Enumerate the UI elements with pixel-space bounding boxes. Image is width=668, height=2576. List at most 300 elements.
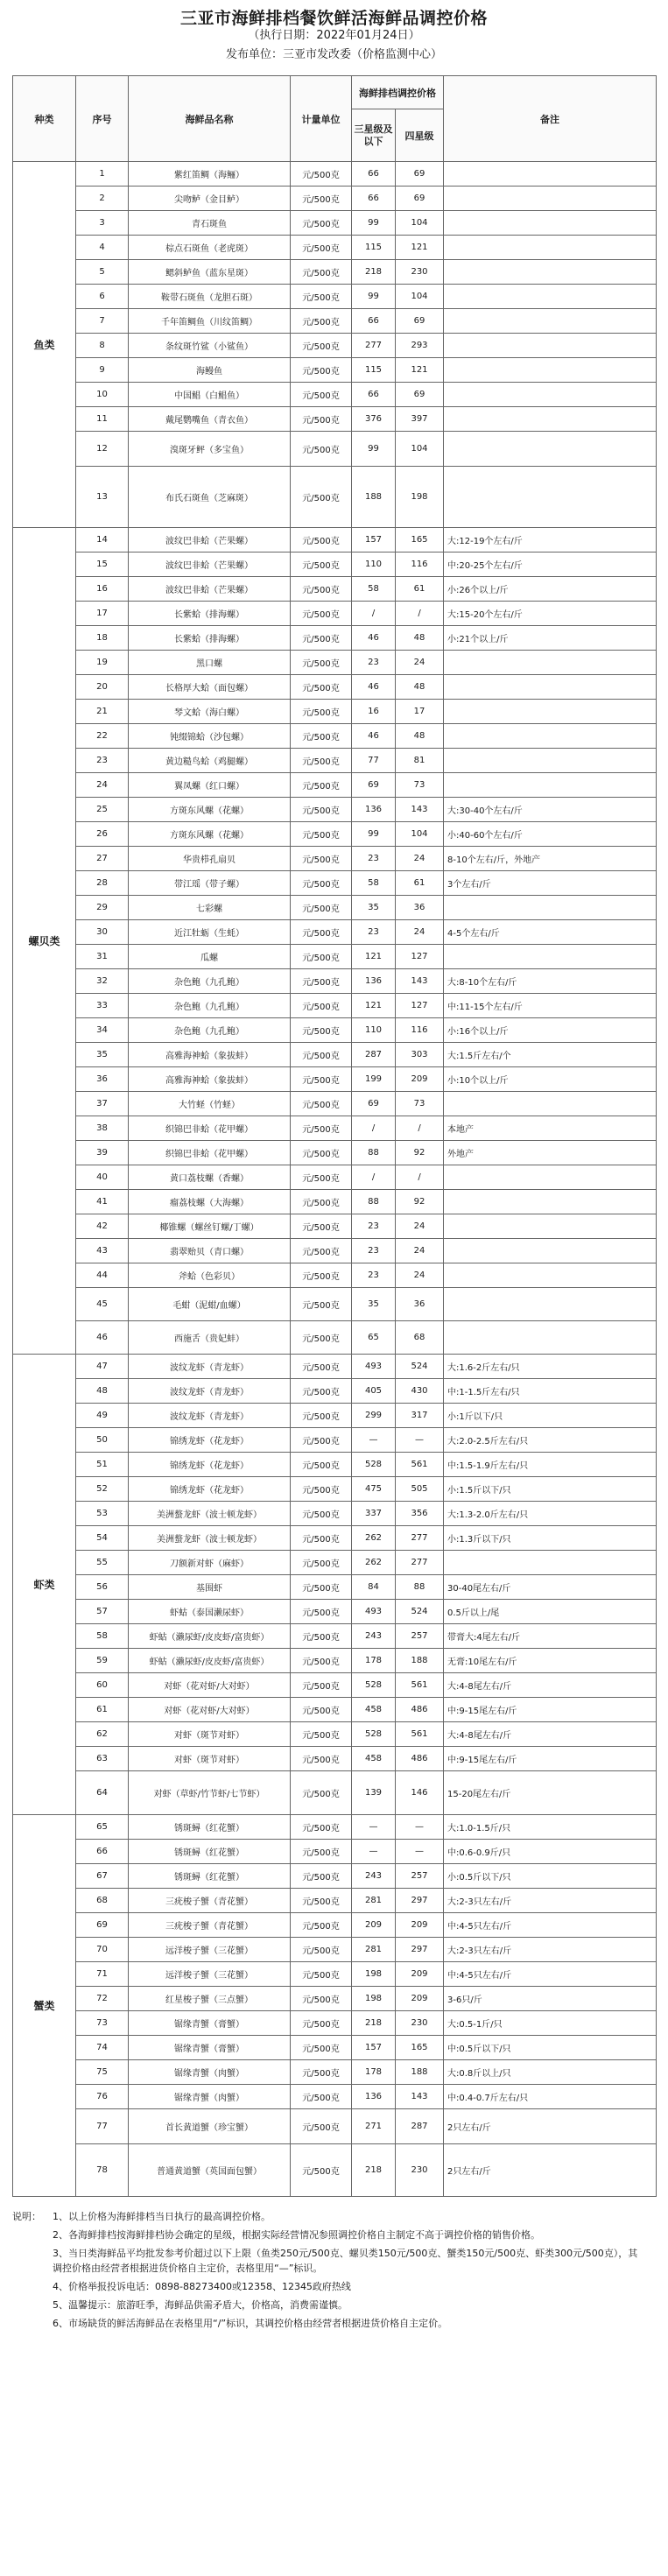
price-three-star-cell: 99 <box>352 432 396 467</box>
table-row <box>13 162 657 187</box>
unit-cell: 元/500克 <box>291 211 352 236</box>
name-cell: 锈斑蟳（红花蟹） <box>129 1840 291 1864</box>
table-row <box>13 871 657 896</box>
note-cell: 中:9-15尾左右/斤 <box>444 1698 657 1722</box>
table-row <box>13 2011 657 2036</box>
price-four-star-cell: 61 <box>396 577 444 602</box>
price-four-star-cell: — <box>396 1428 444 1453</box>
unit-cell: 元/500克 <box>291 602 352 626</box>
unit-cell: 元/500克 <box>291 358 352 383</box>
table-row <box>13 211 657 236</box>
header-name: 海鲜品名称 <box>129 76 291 162</box>
name-cell: 鞍带石斑鱼（龙胆石斑） <box>129 285 291 309</box>
price-four-star-cell: 104 <box>396 285 444 309</box>
unit-cell: 元/500克 <box>291 1502 352 1526</box>
name-cell: 刀额新对虾（麻虾） <box>129 1551 291 1575</box>
note-cell <box>444 334 657 358</box>
name-cell: 带江瑶（带子螺） <box>129 871 291 896</box>
price-four-star-cell: 24 <box>396 847 444 871</box>
price-four-star-cell: 293 <box>396 334 444 358</box>
note-item: 2、各海鲜排档按海鲜排档协会确定的星级，根据实际经营情况参照调控价格自主制定不高于调控价格的销售价格。 <box>53 2229 540 2241</box>
price-three-star-cell: / <box>352 1116 396 1141</box>
price-four-star-cell: 505 <box>396 1477 444 1502</box>
index-cell: 43 <box>76 1239 129 1263</box>
table-row <box>13 236 657 260</box>
table-row <box>13 334 657 358</box>
price-four-star-cell: 277 <box>396 1526 444 1551</box>
index-cell: 65 <box>76 1815 129 1840</box>
unit-cell: 元/500克 <box>291 822 352 847</box>
page-title: 三亚市海鲜排档餐饮鲜活海鲜品调控价格 <box>179 9 488 28</box>
header-category: 种类 <box>13 76 76 162</box>
price-three-star-cell: 69 <box>352 1092 396 1116</box>
note-cell <box>444 675 657 700</box>
header-unit: 计量单位 <box>291 76 352 162</box>
price-table <box>12 75 657 2197</box>
price-four-star-cell: 209 <box>396 1067 444 1092</box>
table-row <box>13 1263 657 1288</box>
note-cell: 大:1.5斤左右/个 <box>444 1043 657 1067</box>
price-three-star-cell: 23 <box>352 1239 396 1263</box>
price-three-star-cell: 493 <box>352 1355 396 1379</box>
note-cell: 大:1.3-2.0斤左右/只 <box>444 1502 657 1526</box>
unit-cell: 元/500克 <box>291 1239 352 1263</box>
note-cell: 大:2.0-2.5斤左右/只 <box>444 1428 657 1453</box>
note-cell <box>444 162 657 187</box>
price-three-star-cell: 157 <box>352 2036 396 2060</box>
table-row <box>13 1526 657 1551</box>
note-cell: 15-20尾左右/斤 <box>444 1771 657 1815</box>
table-row <box>13 773 657 798</box>
name-cell: 高雅海神蛤（象拔蚌） <box>129 1067 291 1092</box>
table-row <box>13 994 657 1018</box>
index-cell: 78 <box>76 2144 129 2197</box>
unit-cell: 元/500克 <box>291 1092 352 1116</box>
note-cell <box>444 700 657 724</box>
index-cell: 10 <box>76 383 129 407</box>
price-three-star-cell: 99 <box>352 285 396 309</box>
name-cell: 锈斑蟳（红花蟹） <box>129 1864 291 1889</box>
header-note: 备注 <box>444 76 657 162</box>
price-four-star-cell: 486 <box>396 1747 444 1771</box>
table-row <box>13 1116 657 1141</box>
category-cell: 螺贝类 <box>13 528 76 1355</box>
price-table-body <box>13 162 657 2197</box>
table-row <box>13 2036 657 2060</box>
name-cell: 千年笛鲷鱼（川纹笛鲷） <box>129 309 291 334</box>
note-cell: 小:10个以上/斤 <box>444 1067 657 1092</box>
price-four-star-cell: 36 <box>396 896 444 920</box>
price-three-star-cell: 281 <box>352 1938 396 1962</box>
index-cell: 28 <box>76 871 129 896</box>
name-cell: 波纹龙虾（青龙虾） <box>129 1355 291 1379</box>
price-four-star-cell: 24 <box>396 1239 444 1263</box>
unit-cell: 元/500克 <box>291 2060 352 2085</box>
index-cell: 4 <box>76 236 129 260</box>
unit-cell: 元/500克 <box>291 871 352 896</box>
unit-cell: 元/500克 <box>291 1698 352 1722</box>
table-row <box>13 1889 657 1913</box>
index-cell: 38 <box>76 1116 129 1141</box>
table-row <box>13 2109 657 2144</box>
price-four-star-cell: 486 <box>396 1698 444 1722</box>
price-four-star-cell: 524 <box>396 1600 444 1624</box>
index-cell: 26 <box>76 822 129 847</box>
price-three-star-cell: 23 <box>352 1263 396 1288</box>
table-row <box>13 1288 657 1321</box>
note-cell <box>444 1165 657 1190</box>
table-row <box>13 2060 657 2085</box>
name-cell: 锈斑蟳（红花蟹） <box>129 1815 291 1840</box>
price-three-star-cell: 299 <box>352 1404 396 1428</box>
price-three-star-cell: 198 <box>352 1962 396 1987</box>
price-four-star-cell: 121 <box>396 236 444 260</box>
price-three-star-cell: 139 <box>352 1771 396 1815</box>
note-cell: 中:0.4-0.7斤左右/只 <box>444 2085 657 2109</box>
price-three-star-cell: — <box>352 1815 396 1840</box>
price-three-star-cell: 188 <box>352 467 396 528</box>
name-cell: 黄边糙鸟蛤（鸡腿螺） <box>129 749 291 773</box>
index-cell: 30 <box>76 920 129 945</box>
name-cell: 锯缘青蟹（膏蟹） <box>129 2011 291 2036</box>
index-cell: 17 <box>76 602 129 626</box>
note-cell: 0.5斤以上/尾 <box>444 1600 657 1624</box>
index-cell: 6 <box>76 285 129 309</box>
notes-lead: 说明： <box>12 2211 41 2222</box>
price-three-star-cell: 66 <box>352 383 396 407</box>
unit-cell: 元/500克 <box>291 285 352 309</box>
index-cell: 62 <box>76 1722 129 1747</box>
table-row <box>13 1864 657 1889</box>
table-row <box>13 896 657 920</box>
unit-cell: 元/500克 <box>291 1263 352 1288</box>
name-cell: 美洲螯龙虾（波士顿龙虾） <box>129 1502 291 1526</box>
note-cell: 小:40-60个左右/斤 <box>444 822 657 847</box>
index-cell: 29 <box>76 896 129 920</box>
unit-cell: 元/500克 <box>291 896 352 920</box>
index-cell: 25 <box>76 798 129 822</box>
note-cell: 中:0.6-0.9斤/只 <box>444 1840 657 1864</box>
price-four-star-cell: 209 <box>396 1987 444 2011</box>
unit-cell: 元/500克 <box>291 467 352 528</box>
price-three-star-cell: 178 <box>352 1649 396 1673</box>
note-cell <box>444 1214 657 1239</box>
table-row <box>13 1938 657 1962</box>
effective-date: （执行日期：2022年01月24日） <box>248 29 420 42</box>
unit-cell: 元/500克 <box>291 1165 352 1190</box>
name-cell: 远洋梭子蟹（三花蟹） <box>129 1938 291 1962</box>
price-four-star-cell: 127 <box>396 994 444 1018</box>
note-item: 3、当日类海鲜品平均批发参考价超过以下上限（鱼类250元/500克、螺贝类150元/500克、蟹类150元/500克、虾类300元/500克），其调控价格由经营者根据进货价格自主定价，表格里用“—”标识。 <box>53 2248 638 2274</box>
index-cell: 5 <box>76 260 129 285</box>
note-cell: 中:4-5只左右/斤 <box>444 1913 657 1938</box>
price-three-star-cell: 58 <box>352 871 396 896</box>
price-four-star-cell: 61 <box>396 871 444 896</box>
note-cell: 中:9-15尾左右/斤 <box>444 1747 657 1771</box>
price-four-star-cell: 287 <box>396 2109 444 2144</box>
name-cell: 溴斑牙鲆（多宝鱼） <box>129 432 291 467</box>
unit-cell: 元/500克 <box>291 1889 352 1913</box>
unit-cell: 元/500克 <box>291 1043 352 1067</box>
price-three-star-cell: 209 <box>352 1913 396 1938</box>
price-four-star-cell: 356 <box>396 1502 444 1526</box>
price-three-star-cell: 262 <box>352 1551 396 1575</box>
note-cell: 大:0.8斤以上/只 <box>444 2060 657 2085</box>
name-cell: 锦绣龙虾（花龙虾） <box>129 1453 291 1477</box>
price-three-star-cell: 218 <box>352 2011 396 2036</box>
unit-cell: 元/500克 <box>291 945 352 969</box>
price-three-star-cell: 528 <box>352 1722 396 1747</box>
note-cell <box>444 309 657 334</box>
table-row <box>13 1575 657 1600</box>
name-cell: 紫红笛鲷（海鲡） <box>129 162 291 187</box>
name-cell: 远洋梭子蟹（三花蟹） <box>129 1962 291 1987</box>
price-four-star-cell: 524 <box>396 1355 444 1379</box>
name-cell: 翼凤螺（红口螺） <box>129 773 291 798</box>
name-cell: 近江牡蛎（生蚝） <box>129 920 291 945</box>
issuer: 发布单位：三亚市发改委（价格监测中心） <box>225 48 442 61</box>
note-cell: 2只左右/斤 <box>444 2109 657 2144</box>
unit-cell: 元/500克 <box>291 1116 352 1141</box>
name-cell: 对虾（斑节对虾） <box>129 1747 291 1771</box>
name-cell: 瘤荔枝螺（大海螺） <box>129 1190 291 1214</box>
notes-section <box>12 2209 656 2334</box>
unit-cell: 元/500克 <box>291 675 352 700</box>
name-cell: 长紫蛤（排海螺） <box>129 602 291 626</box>
index-cell: 41 <box>76 1190 129 1214</box>
price-four-star-cell: 430 <box>396 1379 444 1404</box>
unit-cell: 元/500克 <box>291 334 352 358</box>
index-cell: 19 <box>76 651 129 675</box>
price-four-star-cell: 165 <box>396 2036 444 2060</box>
price-four-star-cell: 143 <box>396 2085 444 2109</box>
note-cell: 大:8-10个左右/斤 <box>444 969 657 994</box>
table-row <box>13 1067 657 1092</box>
index-cell: 58 <box>76 1624 129 1649</box>
price-four-star-cell: 188 <box>396 1649 444 1673</box>
name-cell: 波纹巴非蛤（芒果螺） <box>129 553 291 577</box>
price-three-star-cell: 121 <box>352 945 396 969</box>
price-three-star-cell: 493 <box>352 1600 396 1624</box>
table-row <box>13 1092 657 1116</box>
unit-cell: 元/500克 <box>291 1379 352 1404</box>
index-cell: 52 <box>76 1477 129 1502</box>
name-cell: 虾蛄（濑尿虾/皮皮虾/富贵虾） <box>129 1624 291 1649</box>
index-cell: 23 <box>76 749 129 773</box>
table-row <box>13 1141 657 1165</box>
name-cell: 基围虾 <box>129 1575 291 1600</box>
note-cell: 小:1斤以下/只 <box>444 1404 657 1428</box>
name-cell: 虾蛄（濑尿虾/皮皮虾/富贵虾） <box>129 1649 291 1673</box>
name-cell: 对虾（花对虾/大对虾） <box>129 1673 291 1698</box>
unit-cell: 元/500克 <box>291 432 352 467</box>
price-four-star-cell: 104 <box>396 432 444 467</box>
name-cell: 杂色鲍（九孔鲍） <box>129 969 291 994</box>
price-three-star-cell: 199 <box>352 1067 396 1092</box>
table-row <box>13 749 657 773</box>
unit-cell: 元/500克 <box>291 1551 352 1575</box>
name-cell: 锯缘青蟹（膏蟹） <box>129 2036 291 2060</box>
note-cell: 小:26个以上/斤 <box>444 577 657 602</box>
name-cell: 黑口螺 <box>129 651 291 675</box>
table-row <box>13 1428 657 1453</box>
name-cell: 棕点石斑鱼（老虎斑） <box>129 236 291 260</box>
name-cell: 琴文蛤（海白螺） <box>129 700 291 724</box>
unit-cell: 元/500克 <box>291 1864 352 1889</box>
index-cell: 71 <box>76 1962 129 1987</box>
name-cell: 翡翠贻贝（青口螺） <box>129 1239 291 1263</box>
price-three-star-cell: 178 <box>352 2060 396 2085</box>
table-row <box>13 1355 657 1379</box>
note-item: 5、温馨提示：旅游旺季，海鲜品供需矛盾大，价格高，消费需谨慎。 <box>53 2299 348 2311</box>
table-row <box>13 1453 657 1477</box>
price-three-star-cell: 121 <box>352 994 396 1018</box>
table-row <box>13 528 657 553</box>
index-cell: 36 <box>76 1067 129 1092</box>
index-cell: 35 <box>76 1043 129 1067</box>
unit-cell: 元/500克 <box>291 700 352 724</box>
index-cell: 49 <box>76 1404 129 1428</box>
index-cell: 75 <box>76 2060 129 2085</box>
price-three-star-cell: 243 <box>352 1624 396 1649</box>
price-three-star-cell: / <box>352 602 396 626</box>
index-cell: 67 <box>76 1864 129 1889</box>
unit-cell: 元/500克 <box>291 187 352 211</box>
price-four-star-cell: 561 <box>396 1722 444 1747</box>
unit-cell: 元/500克 <box>291 1404 352 1428</box>
name-cell: 椰锥螺（螺丝钉螺/丁螺） <box>129 1214 291 1239</box>
note-cell: 大:4-8尾左右/斤 <box>444 1722 657 1747</box>
index-cell: 53 <box>76 1502 129 1526</box>
table-row <box>13 1404 657 1428</box>
unit-cell: 元/500克 <box>291 260 352 285</box>
unit-cell: 元/500克 <box>291 407 352 432</box>
name-cell: 钝缀锦蛤（沙包螺） <box>129 724 291 749</box>
note-cell: 4-5个左右/斤 <box>444 920 657 945</box>
note-cell: 3个左右/斤 <box>444 871 657 896</box>
note-cell <box>444 1263 657 1288</box>
table-row <box>13 1747 657 1771</box>
unit-cell: 元/500克 <box>291 626 352 651</box>
note-cell: 小:1.3斤以下/只 <box>444 1526 657 1551</box>
note-cell <box>444 896 657 920</box>
index-cell: 45 <box>76 1288 129 1321</box>
price-four-star-cell: 188 <box>396 2060 444 2085</box>
note-cell <box>444 236 657 260</box>
name-cell: 斧蛤（色彩贝） <box>129 1263 291 1288</box>
price-four-star-cell: 561 <box>396 1673 444 1698</box>
index-cell: 31 <box>76 945 129 969</box>
name-cell: 虾蛄（泰国濑尿虾） <box>129 1600 291 1624</box>
table-row <box>13 945 657 969</box>
unit-cell: 元/500克 <box>291 994 352 1018</box>
index-cell: 61 <box>76 1698 129 1722</box>
table-row <box>13 1018 657 1043</box>
table-row <box>13 1722 657 1747</box>
index-cell: 68 <box>76 1889 129 1913</box>
price-three-star-cell: 84 <box>352 1575 396 1600</box>
price-three-star-cell: 35 <box>352 1288 396 1321</box>
index-cell: 77 <box>76 2109 129 2144</box>
name-cell: 波纹巴非蛤（芒果螺） <box>129 528 291 553</box>
price-three-star-cell: 46 <box>352 724 396 749</box>
price-three-star-cell: 66 <box>352 162 396 187</box>
price-four-star-cell: 209 <box>396 1962 444 1987</box>
note-cell: 大:12-19个左右/斤 <box>444 528 657 553</box>
price-three-star-cell: 198 <box>352 1987 396 2011</box>
table-row <box>13 467 657 528</box>
unit-cell: 元/500克 <box>291 309 352 334</box>
index-cell: 70 <box>76 1938 129 1962</box>
index-cell: 76 <box>76 2085 129 2109</box>
index-cell: 46 <box>76 1321 129 1355</box>
index-cell: 7 <box>76 309 129 334</box>
table-row <box>13 1165 657 1190</box>
header-price-group: 海鲜排档调控价格 <box>352 76 444 109</box>
index-cell: 14 <box>76 528 129 553</box>
index-cell: 42 <box>76 1214 129 1239</box>
unit-cell: 元/500克 <box>291 1673 352 1698</box>
table-row <box>13 1043 657 1067</box>
price-three-star-cell: 115 <box>352 236 396 260</box>
note-cell: 中:4-5只左右/斤 <box>444 1962 657 1987</box>
note-cell <box>444 1551 657 1575</box>
price-four-star-cell: 68 <box>396 1321 444 1355</box>
name-cell: 条纹斑竹鲨（小鲨鱼） <box>129 334 291 358</box>
table-row <box>13 1698 657 1722</box>
table-row <box>13 1477 657 1502</box>
table-row <box>13 822 657 847</box>
category-cell: 鱼类 <box>13 162 76 528</box>
note-cell <box>444 945 657 969</box>
price-three-star-cell: 243 <box>352 1864 396 1889</box>
price-three-star-cell: 528 <box>352 1673 396 1698</box>
unit-cell: 元/500克 <box>291 749 352 773</box>
note-cell <box>444 1239 657 1263</box>
note-cell: 30-40尾左右/斤 <box>444 1575 657 1600</box>
price-four-star-cell: 69 <box>396 309 444 334</box>
price-three-star-cell: 65 <box>352 1321 396 1355</box>
unit-cell: 元/500克 <box>291 773 352 798</box>
name-cell: 普通黄道蟹（英国面包蟹） <box>129 2144 291 2197</box>
index-cell: 60 <box>76 1673 129 1698</box>
index-cell: 2 <box>76 187 129 211</box>
price-four-star-cell: 297 <box>396 1938 444 1962</box>
price-three-star-cell: 88 <box>352 1190 396 1214</box>
unit-cell: 元/500克 <box>291 651 352 675</box>
table-row <box>13 285 657 309</box>
table-row <box>13 675 657 700</box>
price-four-star-cell: 209 <box>396 1913 444 1938</box>
price-three-star-cell: 262 <box>352 1526 396 1551</box>
unit-cell: 元/500克 <box>291 1624 352 1649</box>
note-cell <box>444 749 657 773</box>
note-cell <box>444 1092 657 1116</box>
note-cell <box>444 773 657 798</box>
price-four-star-cell: 104 <box>396 211 444 236</box>
note-cell: 中:20-25个左右/斤 <box>444 553 657 577</box>
price-four-star-cell: 24 <box>396 1263 444 1288</box>
index-cell: 66 <box>76 1840 129 1864</box>
note-cell <box>444 260 657 285</box>
name-cell: 方斑东风螺（花螺） <box>129 822 291 847</box>
index-cell: 32 <box>76 969 129 994</box>
name-cell: 毛蚶（泥蚶/血螺） <box>129 1288 291 1321</box>
note-cell: 中:11-15个左右/斤 <box>444 994 657 1018</box>
note-cell: 带膏大:4尾左右/斤 <box>444 1624 657 1649</box>
table-row <box>13 2085 657 2109</box>
name-cell: 三疣梭子蟹（青花蟹） <box>129 1913 291 1938</box>
